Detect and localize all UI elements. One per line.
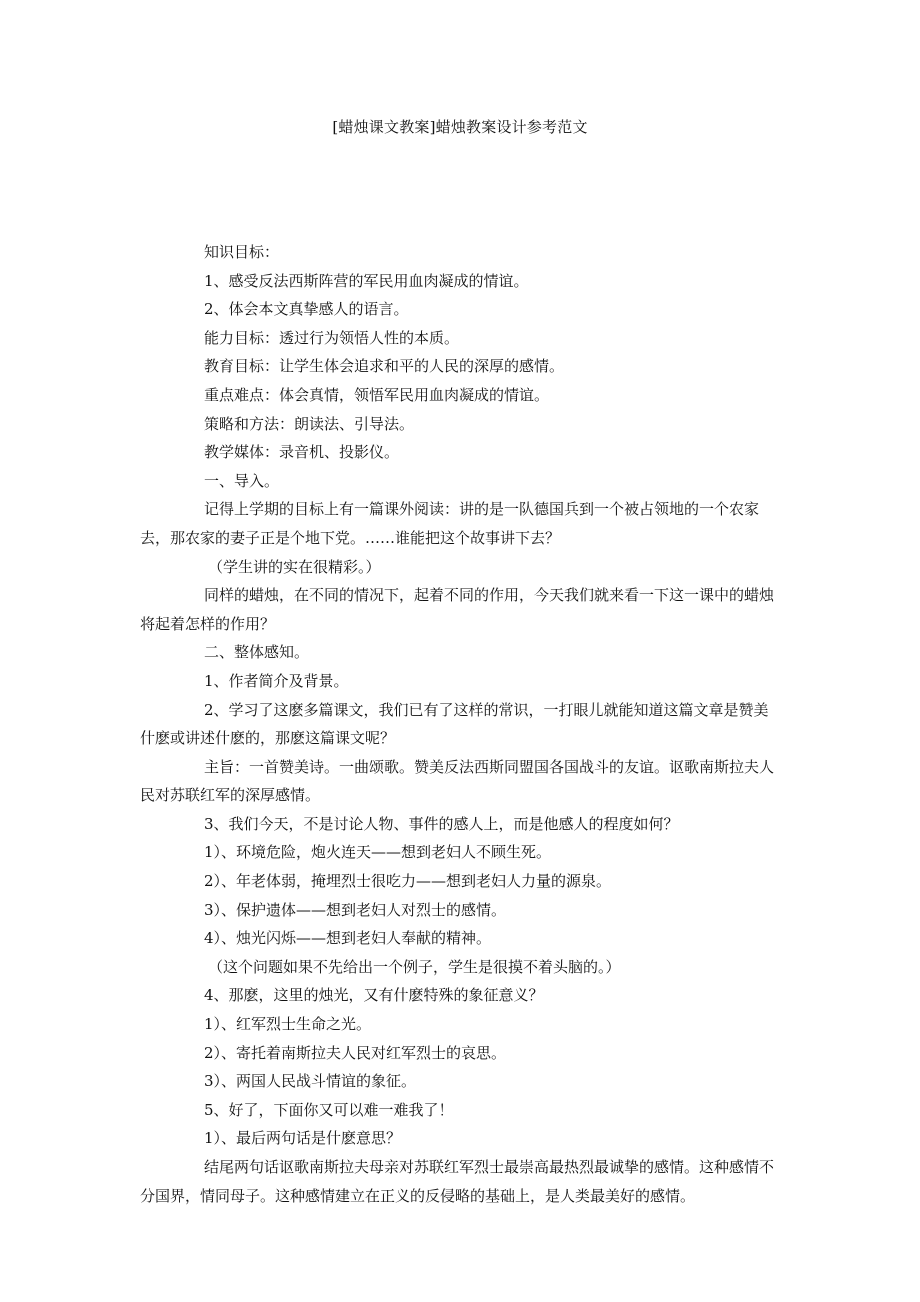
- paragraph: 3）、保护遗体——想到老妇人对烈士的感情。: [204, 900, 507, 919]
- paragraph: 结尾两句话讴歌南斯拉夫母亲对苏联红军烈士最崇高最热烈最诚挚的感情。这种感情不分国界，情同母子。这种感情建立在正义的反侵略的基础上，是人类最美好的感情。: [140, 1158, 775, 1205]
- document-body: [140, 238, 780, 1210]
- paragraph: 记得上学期的目标上有一篇课外阅读：讲的是一队德国兵到一个被占领地的一个农家去，那农家的妻子正是个地下党。……谁能把这个故事讲下去？: [140, 500, 760, 547]
- paragraph: 教育目标：让学生体会追求和平的人民的深厚的感情。: [204, 357, 565, 376]
- paragraph: 能力目标：透过行为领悟人性的本质。: [204, 328, 460, 347]
- paragraph: 2、体会本文真挚感人的语言。: [204, 300, 409, 319]
- paragraph: 3）、两国人民战斗情谊的象征。: [204, 1072, 417, 1091]
- paragraph: 1、作者简介及背景。: [204, 671, 349, 690]
- paragraph: 1）、红军烈士生命之光。: [204, 1015, 372, 1034]
- paragraph: 同样的蜡烛，在不同的情况下，起着不同的作用，今天我们就来看一下这一课中的蜡烛将起着怎样的作用？: [140, 586, 775, 633]
- paragraph: 2）、年老体弱，掩埋烈士很吃力——想到老妇人力量的源泉。: [204, 872, 612, 891]
- paragraph: 2、学习了这麽多篇课文，我们已有了这样的常识，一打眼儿就能知道这篇文章是赞美什麽或讲述什麽的，那麽这篇课文呢？: [140, 700, 769, 748]
- paragraph: 1）、环境危险，炮火连天——想到老妇人不顾生死。: [204, 843, 552, 862]
- paragraph: 一、导入。: [204, 471, 280, 490]
- paragraph: 策略和方法：朗读法、引导法。: [204, 414, 415, 433]
- paragraph: （这个问题如果不先给出一个例子，学生是很摸不着头脑的。）: [208, 957, 621, 976]
- paragraph: 4）、烛光闪烁——想到老妇人奉献的精神。: [204, 929, 492, 948]
- paragraph: 重点难点：体会真情，领悟军民用血肉凝成的情谊。: [204, 385, 550, 404]
- paragraph: （学生讲的实在很精彩。）: [208, 557, 381, 576]
- paragraph: 1、感受反法西斯阵营的军民用血肉凝成的情谊。: [204, 271, 529, 290]
- paragraph: 教学媒体：录音机、投影仪。: [204, 443, 400, 462]
- paragraph: 5、好了，下面你又可以难一难我了！: [204, 1100, 454, 1119]
- paragraph: 4、那麽，这里的烛光，又有什麽特殊的象征意义？: [204, 986, 544, 1005]
- paragraph: 知识目标：: [204, 243, 280, 261]
- document-title: [蜡烛课文教案]蜡烛教案设计参考范文: [332, 118, 588, 136]
- paragraph: 2）、寄托着南斯拉夫人民对红军烈士的哀思。: [204, 1043, 507, 1062]
- paragraph: 1）、最后两句话是什麽意思？: [204, 1129, 402, 1148]
- paragraph: 3、我们今天，不是讨论人物、事件的感人上，而是他感人的程度如何？: [204, 814, 679, 833]
- paragraph: 二、整体感知。: [204, 643, 310, 662]
- paragraph: 主旨：一首赞美诗。一曲颂歌。赞美反法西斯同盟国各国战斗的友谊。讴歌南斯拉夫人民对苏联红军的深厚感情。: [140, 757, 775, 805]
